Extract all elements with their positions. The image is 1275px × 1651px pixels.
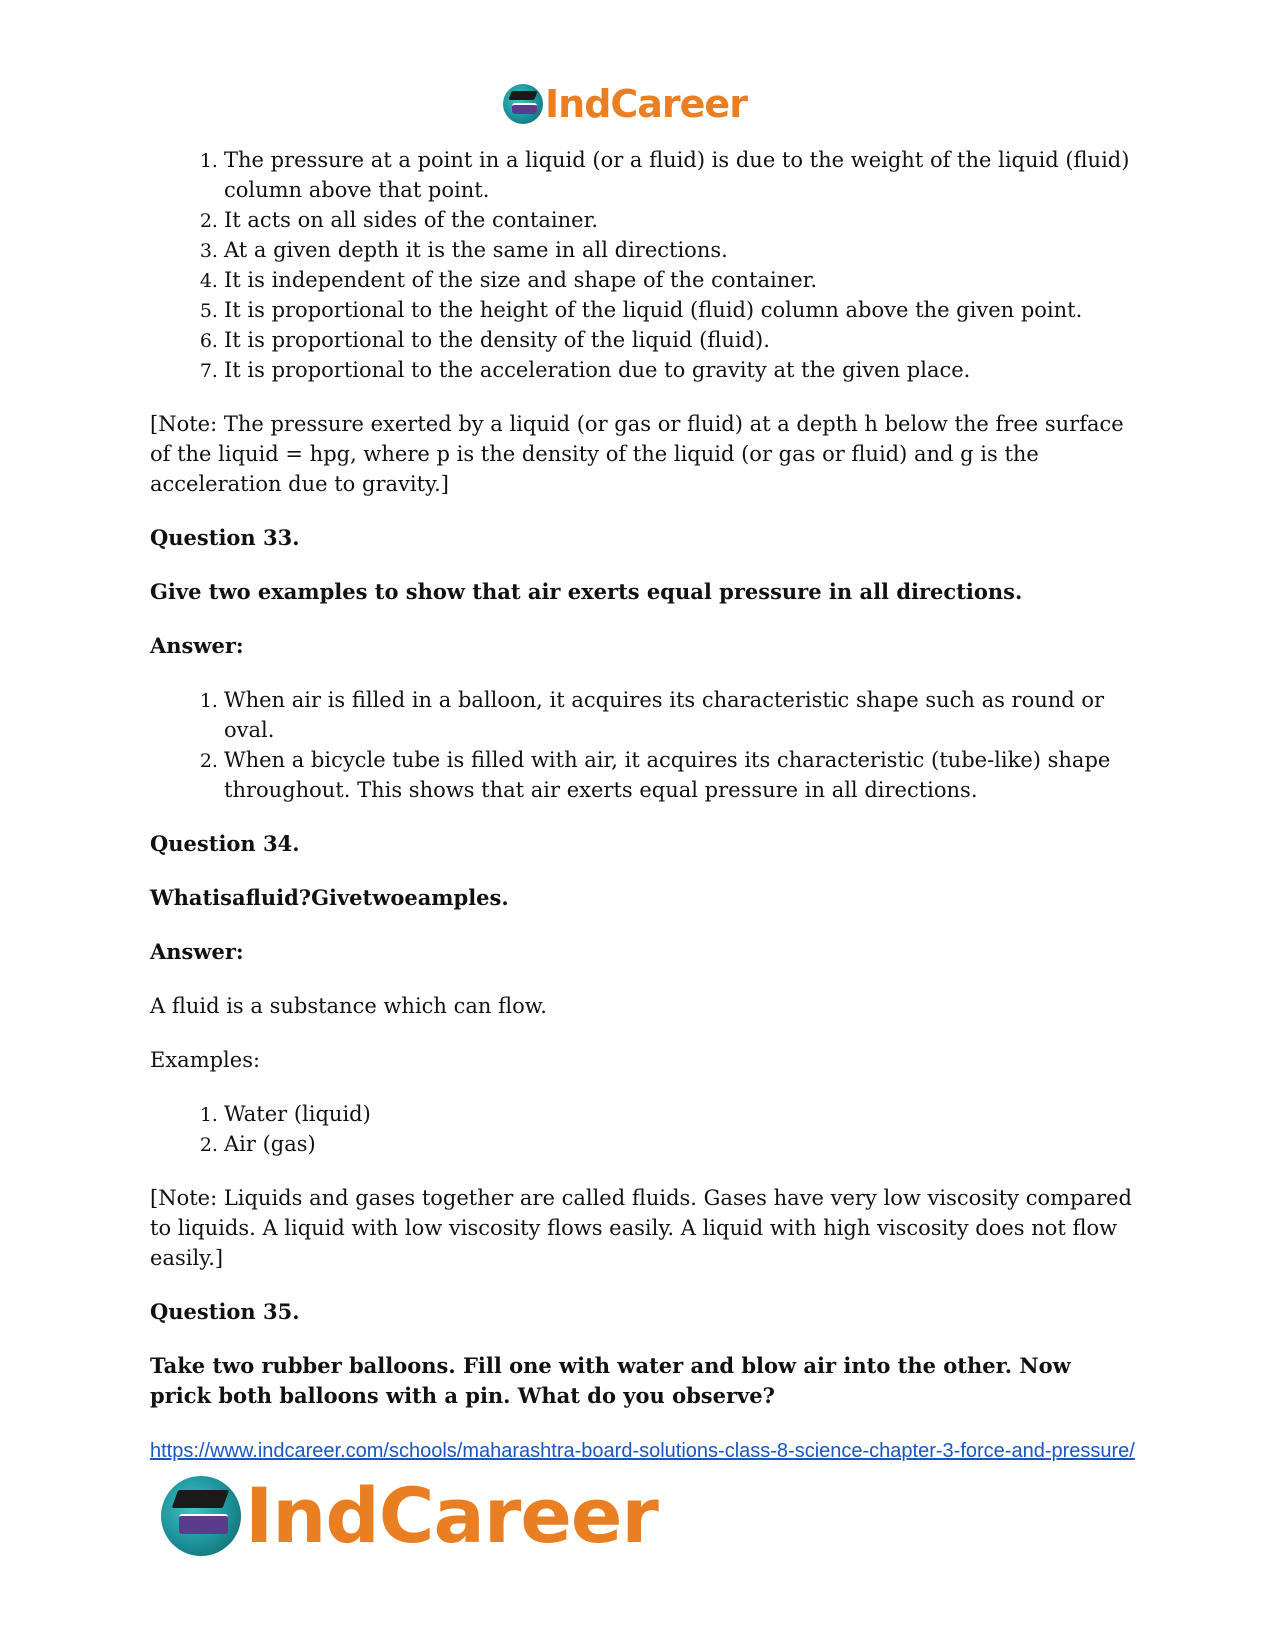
header-logo <box>503 82 747 126</box>
answer-34-label: Answer: <box>150 939 244 964</box>
list-item: 1. The pressure at a point in a liquid (or a fluid) is due to the weight of the liquid (fluid) column above that point. <box>224 145 1135 205</box>
list-item: 1. When air is filled in a balloon, it acquires its characteristic shape such as round or oval. <box>224 685 1135 745</box>
examples-label: Examples: <box>150 1048 261 1072</box>
answer-33-label: Answer: <box>150 633 244 658</box>
answer-33-list <box>150 685 1135 805</box>
answer-34-text: A fluid is a substance which can flow. <box>150 994 547 1018</box>
pressure-properties-list <box>150 145 1135 385</box>
list-item: 3. At a given depth it is the same in all directions. <box>224 235 1135 265</box>
list-item: 4. It is independent of the size and shape of the container. <box>224 265 1135 295</box>
list-item: 2. It acts on all sides of the container. <box>224 205 1135 235</box>
question-34-label: Question 34. <box>150 831 300 856</box>
question-33-text: Give two examples to show that air exerts equal pressure in all directions. <box>150 579 1023 604</box>
footer-logo <box>161 1472 658 1560</box>
list-item: 2. When a bicycle tube is filled with air, it acquires its characteristic (tube-like) shape throughout. This shows that air exerts equal pressure in all directions. <box>224 745 1135 805</box>
document-body <box>150 145 1135 1469</box>
examples-list <box>150 1099 1135 1159</box>
footer-logo-text: IndCareer <box>245 1471 658 1560</box>
graduation-book-icon <box>503 84 543 124</box>
question-33-label: Question 33. <box>150 525 300 550</box>
question-34-text: Whatisafluid?Givetwoeamples. <box>150 885 509 910</box>
list-item: 5. It is proportional to the height of the liquid (fluid) column above the given point. <box>224 295 1135 325</box>
list-item: 1. Water (liquid) <box>224 1099 1135 1129</box>
note-fluids: [Note: Liquids and gases together are called fluids. Gases have very low viscosity compared to liquids. A liquid with low viscosity flows easily. A liquid with high viscosity does not flow easily.] <box>150 1186 1132 1270</box>
question-35-label: Question 35. <box>150 1299 300 1324</box>
list-item: 2. Air (gas) <box>224 1129 1135 1159</box>
list-item: 6. It is proportional to the density of the liquid (fluid). <box>224 325 1135 355</box>
source-link[interactable]: https://www.indcareer.com/schools/maharashtra-board-solutions-class-8-science-chapter-3-force-and-pressure/ <box>150 1440 1135 1462</box>
header-logo-text: IndCareer <box>545 82 747 126</box>
graduation-book-icon <box>161 1476 241 1556</box>
list-item: 7. It is proportional to the acceleration due to gravity at the given place. <box>224 355 1135 385</box>
note-pressure: [Note: The pressure exerted by a liquid (or gas or fluid) at a depth h below the free surface of the liquid = hpg, where p is the density of the liquid (or gas or fluid) and g is the acceleration due to gravity.] <box>150 412 1124 496</box>
question-35-text: Take two rubber balloons. Fill one with water and blow air into the other. Now prick both balloons with a pin. What do you observe? <box>150 1353 1071 1408</box>
